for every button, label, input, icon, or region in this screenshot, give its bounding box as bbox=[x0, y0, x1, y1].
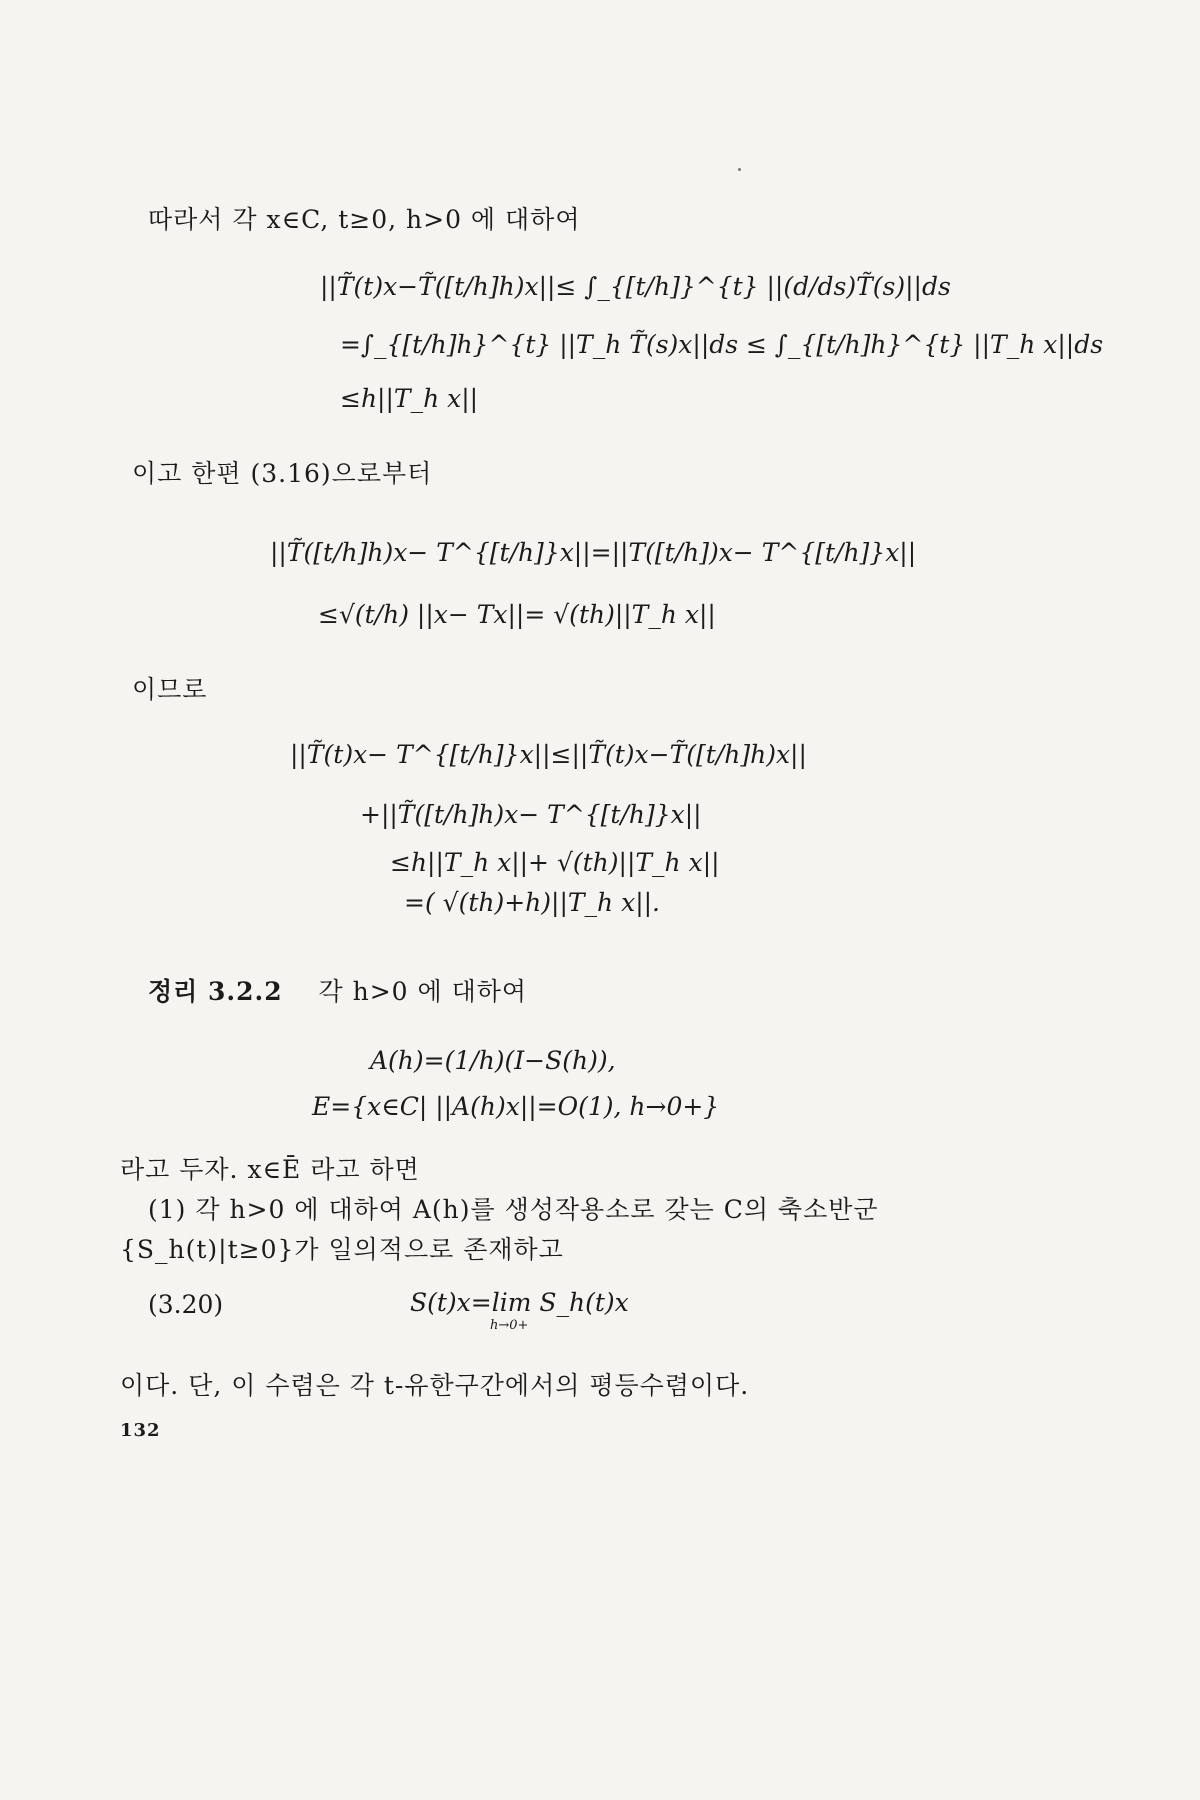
equation-3-line-4: =( √(th)+h)||T_h x||. bbox=[404, 888, 660, 917]
paragraph-condition-1-line-2: {S_h(t)|t≥0}가 일의적으로 존재하고 bbox=[120, 1235, 564, 1264]
theorem-heading bbox=[148, 972, 527, 1008]
theorem-label: 정리 3.2.2 bbox=[148, 977, 283, 1006]
equation-3-line-1: ||T̃(t)x− T^{[t/h]}x||≤||T̃(t)x−T̃([t/h]h)x|| bbox=[290, 740, 807, 769]
equation-4-line-1: A(h)=(1/h)(I−S(h)), bbox=[370, 1046, 616, 1075]
equation-3-line-3: ≤h||T_h x||+ √(th)||T_h x|| bbox=[390, 848, 720, 877]
equation-3-line-2: +||T̃([t/h]h)x− T^{[t/h]}x|| bbox=[360, 800, 702, 829]
page-number: 132 bbox=[120, 1420, 161, 1441]
paragraph-therefore: 이므로 bbox=[132, 675, 208, 704]
equation-2-line-2: ≤√(t/h) ||x− Tx||= √(th)||T_h x|| bbox=[318, 600, 716, 629]
equation-1-line-1: ||T̃(t)x−T̃([t/h]h)x||≤ ∫_{[t/h]}^{t} ||(d/ds)T̃(s)||ds bbox=[320, 272, 951, 301]
equation-1-line-2: =∫_{[t/h]h}^{t} ||T_h T̃(s)x||ds ≤ ∫_{[t/h]h}^{t} ||T_h x||ds bbox=[340, 330, 1104, 359]
equation-number: (3.20) bbox=[148, 1290, 224, 1319]
theorem-text: 각 h>0 에 대하여 bbox=[318, 977, 528, 1006]
paragraph-from-316: 이고 한편 (3.16)으로부터 bbox=[132, 459, 433, 488]
scan-speck bbox=[738, 168, 741, 171]
equation-1-line-3: ≤h||T_h x|| bbox=[340, 384, 479, 413]
paragraph-let: 라고 두자. x∈Ē 라고 하면 bbox=[120, 1155, 420, 1184]
equation-4-line-2: E={x∈C| ||A(h)x||=O(1), h→0+} bbox=[312, 1092, 720, 1121]
equation-2-line-1: ||T̃([t/h]h)x− T^{[t/h]}x||=||T([t/h])x− T^{[t/h]}x|| bbox=[270, 538, 917, 567]
paragraph-conclusion: 이다. 단, 이 수렴은 각 t-유한구간에서의 평등수렴이다. bbox=[120, 1371, 750, 1400]
equation-5-limit-subscript: h→0+ bbox=[490, 1318, 529, 1333]
equation-5-formula: S(t)x=lim S_h(t)x bbox=[410, 1288, 629, 1317]
paragraph-condition-1-line-1: (1) 각 h>0 에 대하여 A(h)를 생성작용소로 갖는 C의 축소반군 bbox=[148, 1195, 879, 1224]
paragraph-intro: 따라서 각 x∈C, t≥0, h>0 에 대하여 bbox=[148, 205, 581, 234]
